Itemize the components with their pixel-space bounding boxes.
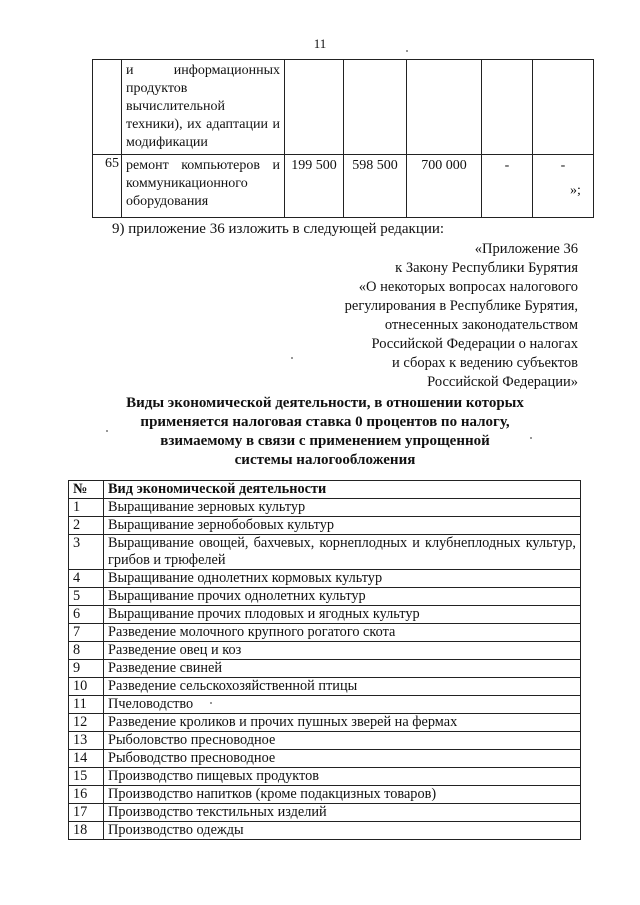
activity-name: Выращивание овощей, бахчевых, корнеплодных и клубнеплодных культур, грибов и трюфелей <box>104 535 581 570</box>
row-number: 12 <box>69 714 104 732</box>
scan-speck <box>530 437 532 439</box>
activity-name: Разведение молочного крупного рогатого скота <box>104 624 581 642</box>
row-number: 14 <box>69 750 104 768</box>
activity-name: Выращивание зернобобовых культур <box>104 517 581 535</box>
section-heading <box>90 394 560 470</box>
row-value: 199 500 <box>285 155 344 218</box>
column-header-number: № <box>69 481 104 499</box>
table-row <box>69 678 581 696</box>
activity-name: Разведение свиней <box>104 660 581 678</box>
table-row <box>93 155 594 218</box>
row-number: 17 <box>69 804 104 822</box>
row-value <box>533 60 594 155</box>
table-row <box>69 660 581 678</box>
table-row <box>69 624 581 642</box>
table-row <box>69 768 581 786</box>
activity-name: Производство одежды <box>104 822 581 840</box>
activity-name: Производство текстильных изделий <box>104 804 581 822</box>
table-row <box>69 570 581 588</box>
row-number <box>93 60 122 155</box>
table-row <box>69 750 581 768</box>
activity-name: Пчеловодство <box>104 696 581 714</box>
annex-line: Российской Федерации» <box>427 374 578 390</box>
table-row <box>69 786 581 804</box>
activity-name: Разведение овец и коз <box>104 642 581 660</box>
row-value: - <box>482 155 533 218</box>
annex-line: к Закону Республики Бурятия <box>395 260 578 276</box>
table-row <box>69 535 581 570</box>
closing-quote: »; <box>570 183 581 198</box>
row-number: 13 <box>69 732 104 750</box>
row-number: 15 <box>69 768 104 786</box>
row-number: 11 <box>69 696 104 714</box>
scan-speck <box>210 702 212 704</box>
table-row <box>93 60 594 155</box>
table-row <box>69 588 581 606</box>
heading-line: взимаемому в связи с применением упрощенной <box>160 433 490 449</box>
row-number: 9 <box>69 660 104 678</box>
scan-speck <box>106 430 108 432</box>
row-number: 1 <box>69 499 104 517</box>
annex-line: Российской Федерации о налогах <box>371 336 578 352</box>
activity-name: Производство пищевых продуктов <box>104 768 581 786</box>
heading-line: системы налогообложения <box>234 452 416 468</box>
row-number: 7 <box>69 624 104 642</box>
row-value <box>482 60 533 155</box>
row-text: ремонт компьютеров и коммуникационного оборудования <box>122 155 285 218</box>
table-row <box>69 804 581 822</box>
table-row <box>69 696 581 714</box>
row-value <box>407 60 482 155</box>
row-number: 5 <box>69 588 104 606</box>
row-text: и информационных продуктов вычислительной техники), их адаптации и модификации <box>122 60 285 155</box>
row-number: 18 <box>69 822 104 840</box>
heading-line: применяется налоговая ставка 0 процентов по налогу, <box>140 414 510 430</box>
activity-name: Производство напитков (кроме подакцизных товаров) <box>104 786 581 804</box>
row-number: 10 <box>69 678 104 696</box>
row-number: 4 <box>69 570 104 588</box>
table-row <box>69 714 581 732</box>
scan-speck <box>291 357 293 359</box>
row-value <box>285 60 344 155</box>
activity-name: Разведение сельскохозяйственной птицы <box>104 678 581 696</box>
heading-line: Виды экономической деятельности, в отношении которых <box>126 395 524 411</box>
table-row <box>69 822 581 840</box>
activity-name: Выращивание прочих однолетних культур <box>104 588 581 606</box>
annex-line: «Приложение 36 <box>474 241 578 257</box>
activity-name: Разведение кроликов и прочих пушных зверей на фермах <box>104 714 581 732</box>
continuation-table <box>92 59 594 218</box>
scan-speck <box>406 50 408 52</box>
activity-name: Рыболовство пресноводное <box>104 732 581 750</box>
row-value: - <box>533 155 594 218</box>
amendment-instruction: 9) приложение 36 изложить в следующей редакции: <box>112 221 445 237</box>
table-row <box>69 732 581 750</box>
annex-line: и сборах к ведению субъектов <box>391 355 578 371</box>
row-value: 598 500 <box>344 155 407 218</box>
row-value <box>344 60 407 155</box>
row-number: 8 <box>69 642 104 660</box>
table-header-row <box>69 481 581 499</box>
annex-header <box>278 240 578 392</box>
activity-name: Выращивание зерновых культур <box>104 499 581 517</box>
table-row <box>69 499 581 517</box>
row-value: 700 000 <box>407 155 482 218</box>
annex-line: отнесенных законодательством <box>384 317 578 333</box>
row-number: 16 <box>69 786 104 804</box>
row-number: 6 <box>69 606 104 624</box>
annex-line: регулирования в Республике Бурятия, <box>344 298 578 314</box>
activity-name: Рыбоводство пресноводное <box>104 750 581 768</box>
page-number: 11 <box>313 36 327 51</box>
row-number: 65 <box>93 155 122 218</box>
row-number: 3 <box>69 535 104 570</box>
column-header-activity: Вид экономической деятельности <box>104 481 581 499</box>
table-row <box>69 642 581 660</box>
activity-name: Выращивание прочих плодовых и ягодных культур <box>104 606 581 624</box>
table-row <box>69 606 581 624</box>
row-number: 2 <box>69 517 104 535</box>
activity-name: Выращивание однолетних кормовых культур <box>104 570 581 588</box>
table-row <box>69 517 581 535</box>
activities-table <box>68 480 581 840</box>
annex-line: «О некоторых вопросах налогового <box>358 279 578 295</box>
